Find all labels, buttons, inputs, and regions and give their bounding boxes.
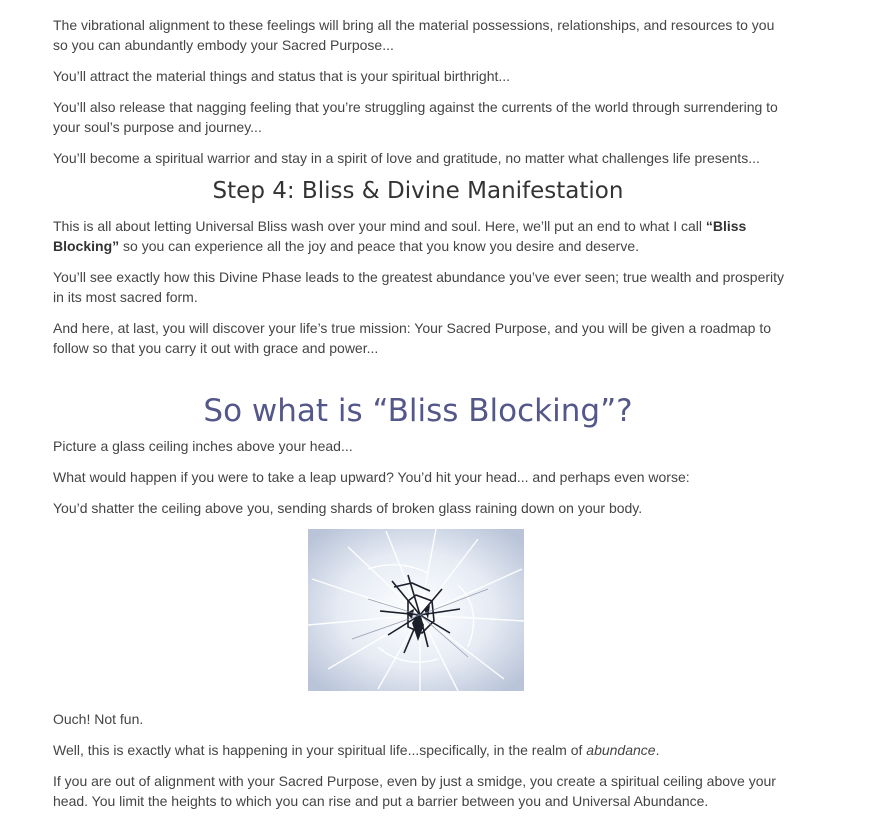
abundance-term: abundance [586, 742, 656, 758]
step4-heading: Step 4: Bliss & Divine Manifestation [212, 178, 624, 204]
text-segment: . [655, 742, 660, 758]
paragraph-glass-ceiling: Picture a glass ceiling inches above your head... [53, 438, 353, 454]
text-segment: This is all about letting Universal Bliss wash over your mind and soul. Here, we’ll put an end to what I call [53, 218, 706, 234]
text-segment: so you can experience all the joy and peace that you know you desire and deserve. [119, 238, 640, 254]
shattered-glass-image [308, 529, 524, 691]
paragraph-release: You’ll also release that nagging feeling that you’re struggling against the currents of the world through surrendering to your soul’s purpose and journey... [53, 99, 778, 135]
bliss-blocking-heading: So what is “Bliss Blocking”? [203, 393, 633, 429]
paragraph-alignment: The vibrational alignment to these feelings will bring all the material possessions, relationships, and resources to you so you can abundantly embody your Sacred Purpose... [53, 17, 775, 53]
bliss-blocking-term: “Bliss Blocking” [53, 218, 747, 254]
paragraph-warrior: You’ll become a spiritual warrior and stay in a spirit of love and gratitude, no matter what challenges life presents... [53, 150, 760, 166]
paragraph-spiritual-life [53, 740, 793, 760]
paragraph-leap-upward: What would happen if you were to take a leap upward? You’d hit your head... and perhaps even worse: [53, 469, 690, 485]
paragraph-shatter: You’d shatter the ceiling above you, sending shards of broken glass raining down on your body. [53, 500, 643, 516]
text-segment: Well, this is exactly what is happening in your spiritual life...specifically, in the realm of [53, 742, 587, 758]
paragraph-out-of-alignment: If you are out of alignment with your Sacred Purpose, even by just a smidge, you create a spiritual ceiling above your head. You limit the heights to which you can rise and put a barrier between you and Universal Abundance. [53, 773, 776, 809]
paragraph-universal-bliss [53, 216, 793, 256]
paragraph-ouch: Ouch! Not fun. [53, 711, 144, 727]
paragraph-attract: You’ll attract the material things and status that is your spiritual birthright... [53, 68, 511, 84]
article-content [53, 0, 793, 811]
shattered-glass-icon [308, 529, 524, 691]
paragraph-true-mission: And here, at last, you will discover your life’s true mission: Your Sacred Purpose, and you will be given a roadmap to follow so that you carry it out with grace and power... [53, 320, 772, 356]
paragraph-divine-phase: You’ll see exactly how this Divine Phase leads to the greatest abundance you’ve ever seen; true wealth and prosperity in its most sacred form. [53, 269, 785, 305]
